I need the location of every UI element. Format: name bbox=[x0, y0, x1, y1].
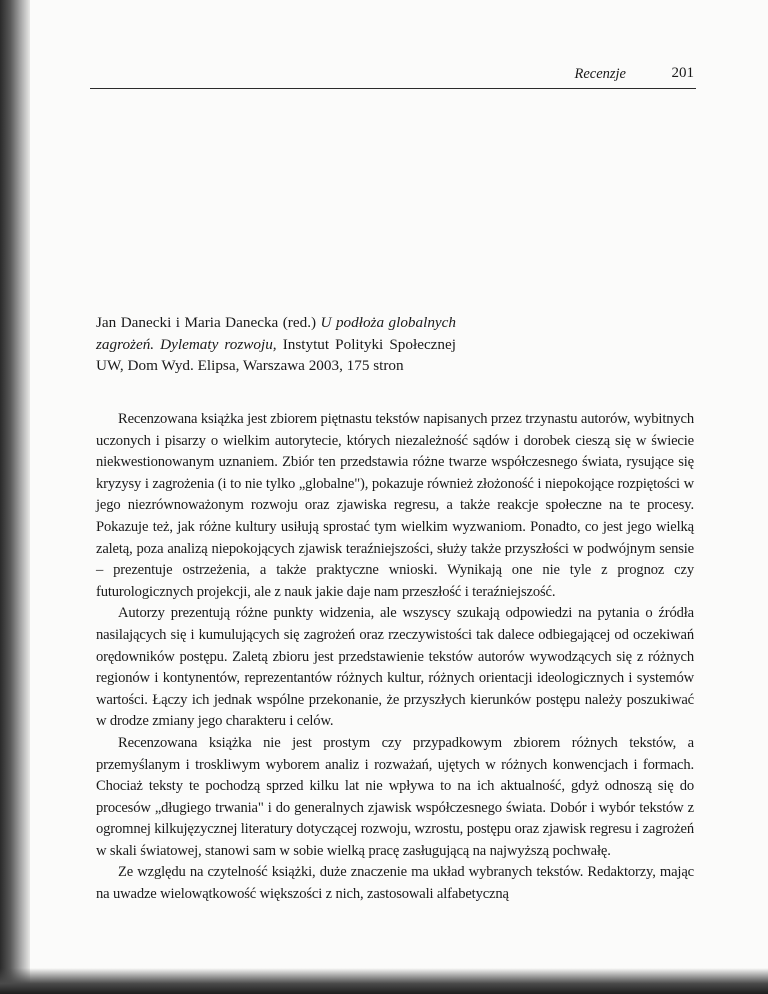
paragraph: Autorzy prezentują różne punkty widzenia, ale wszyscy szukają odpowiedzi na pytania o źródła nasilających się i kumulujących się zagrożeń oraz rzeczywistości tak dalece odbiegającej od oczekiwań orędowników postępu. Zaletą zbioru jest przedstawienie tekstów autorów wywodzących się z różnych regionów i kontynentów, reprezentantów różnych kultur, różnych orientacji ideologicznych i systemów wartości. Łączy ich jednak wspólne przekonanie, że przyszłych kierunków postępu należy poszukiwać w drodze zmiany jego charakteru i celów. bbox=[96, 605, 694, 730]
book-citation bbox=[96, 312, 456, 377]
bottom-edge-shadow bbox=[0, 968, 768, 994]
citation-publisher: Instytut Polityki Społecznej UW, Dom Wyd. Elipsa, Warszawa 2003, 175 stron bbox=[96, 335, 456, 374]
paragraph: Ze względu na czytelność książki, duże znaczenie ma układ wybranych tekstów. Redaktorzy, mając na uwadze wielowątkowość większości z nich, zastosowali alfabetyczną bbox=[96, 864, 694, 903]
page-header bbox=[90, 60, 696, 88]
binding-edge-shadow bbox=[0, 0, 30, 994]
paragraph: Recenzowana książka nie jest prostym czy przypadkowym zbiorem różnych tekstów, a przemyślanym i troskliwym wyborem analiz i rozważań, ujętych w różnych konwencjach i formach. Chociaż teksty te pochodzą sprzed kilku lat nie wpływa to na ich aktualność, gdyż odnoszą się do procesów „długiego trwania" i do generalnych zjawisk współczesnego świata. Dobór i wybór tekstów z ogromnej kilkujęzycznej literatury dotyczącej rozwoju, wzrostu, postępu oraz zjawisk regresu i zagrożeń w skali światowej, stanowi sam w sobie wielką pracę zasługującą na najwyższą pochwałę. bbox=[96, 734, 694, 859]
review-body bbox=[96, 409, 694, 906]
header-rule bbox=[90, 88, 696, 89]
citation-authors: Jan Danecki i Maria Danecka (red.) bbox=[96, 314, 317, 331]
citation-book-title: U podłoża globalnych zagrożeń. Dylematy rozwoju, bbox=[96, 314, 457, 353]
paragraph: Recenzowana książka jest zbiorem piętnastu tekstów napisanych przez trzynastu autorów, wybitnych uczonych i pisarzy o wielkim autorytecie, których niezależność sądów i dorobek cieszą się w świecie niekwestionowanym uznaniem. Zbiór ten przedstawia różne twarze współczesnego świata, rysujące się kryzysy i zagrożenia (i to nie tylko „globalne"), pokazuje również złożoność i niepokojące rozpiętości w jego niezrównoważonym rozwoju oraz zjawiska regresu, a także reakcje społeczne na te procesy. Pokazuje też, jak różne kultury usiłują sprostać tym wielkim wyzwaniom. Ponadto, co jest jego wielką zaletą, poza analizą niepokojących zjawisk teraźniejszości, służy także przyszłości w podwójnym sensie – prezentuje ostrzeżenia, a także praktyczne wnioski. Wynikają one nie tyle z prognoz czy futurologicznych projekcji, ale z nauk jakie daje nam przeszłość i teraźniejszość. bbox=[96, 411, 694, 600]
page-number: 201 bbox=[671, 65, 694, 81]
running-title: Recenzje bbox=[574, 66, 626, 82]
